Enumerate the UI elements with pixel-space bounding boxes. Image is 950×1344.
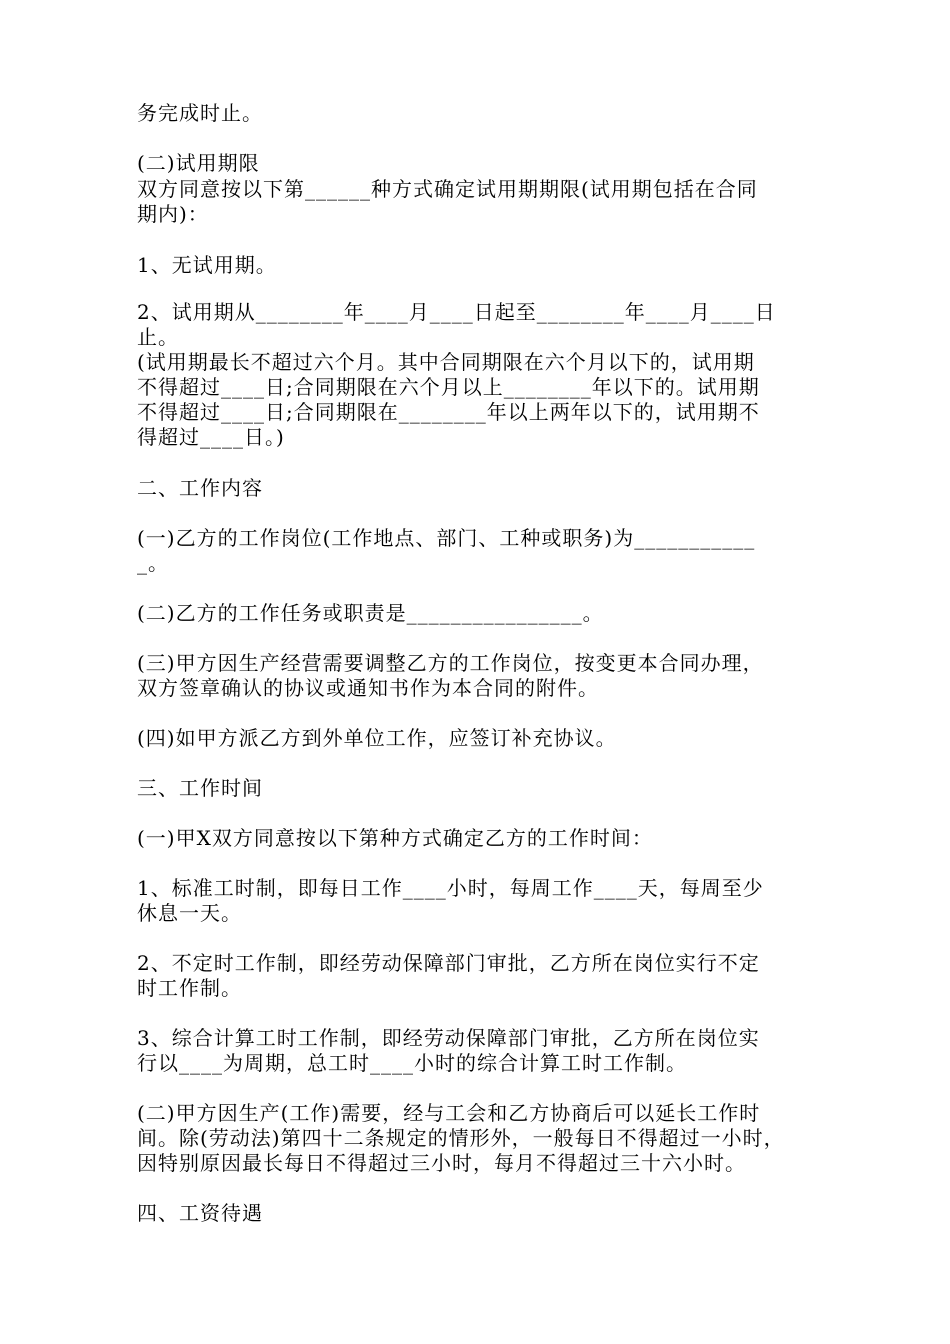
text-line: (四)如甲方派乙方到外单位工作，应签订补充协议。 <box>137 726 617 750</box>
text-line: 得超过____日。) <box>137 425 285 449</box>
text-line: 2、试用期从________年____月____日起至________年____月____日 <box>137 300 776 324</box>
text-line: 期内)： <box>137 202 209 226</box>
section-heading: 四、工资待遇 <box>137 1201 263 1225</box>
text-line: (二)乙方的工作任务或职责是________________。 <box>137 601 604 625</box>
section-heading: 二、工作内容 <box>137 476 263 500</box>
text-line: (三)甲方因生产经营需要调整乙方的工作岗位，按变更本合同办理， <box>137 651 764 675</box>
text-line: 双方签章确认的协议或通知书作为本合同的附件。 <box>137 676 599 700</box>
text-line: 3、综合计算工时工作制，即经劳动保障部门审批，乙方所在岗位实 <box>137 1026 760 1050</box>
text-line: 务完成时止。 <box>137 101 263 125</box>
text-line: (一)乙方的工作岗位(工作地点、部门、工种或职务)为___________ <box>137 526 756 550</box>
text-line: 不得超过____日;合同期限在六个月以上________年以下的。试用期 <box>137 375 760 399</box>
text-line: (二)甲方因生产(工作)需要，经与工会和乙方协商后可以延长工作时 <box>137 1101 761 1125</box>
text-line: 双方同意按以下第______种方式确定试用期期限(试用期包括在合同 <box>137 177 758 201</box>
text-line: (一)甲X双方同意按以下第种方式确定乙方的工作时间： <box>137 826 653 850</box>
text-line: _。 <box>137 551 169 575</box>
text-line: 时工作制。 <box>137 976 242 1000</box>
text-line: 休息一天。 <box>137 901 242 925</box>
text-line: 2、不定时工作制，即经劳动保障部门审批，乙方所在岗位实行不定 <box>137 951 760 975</box>
text-line: 行以____为周期，总工时____小时的综合计算工时工作制。 <box>137 1051 687 1075</box>
text-line: 止。 <box>137 325 179 349</box>
text-line: (试用期最长不超过六个月。其中合同期限在六个月以下的，试用期 <box>137 350 755 374</box>
text-line: 不得超过____日;合同期限在________年以上两年以下的，试用期不 <box>137 400 760 424</box>
text-line: 1、无试用期。 <box>137 253 277 277</box>
text-line: 因特别原因最长每日不得超过三小时，每月不得超过三十六小时。 <box>137 1151 746 1175</box>
text-line: 1、标准工时制，即每日工作____小时，每周工作____天，每周至少 <box>137 876 764 900</box>
section-heading: 三、工作时间 <box>137 776 263 800</box>
section-heading: (二)试用期限 <box>137 151 260 175</box>
text-line: 间。除(劳动法)第四十二条规定的情形外，一般每日不得超过一小时， <box>137 1126 785 1150</box>
